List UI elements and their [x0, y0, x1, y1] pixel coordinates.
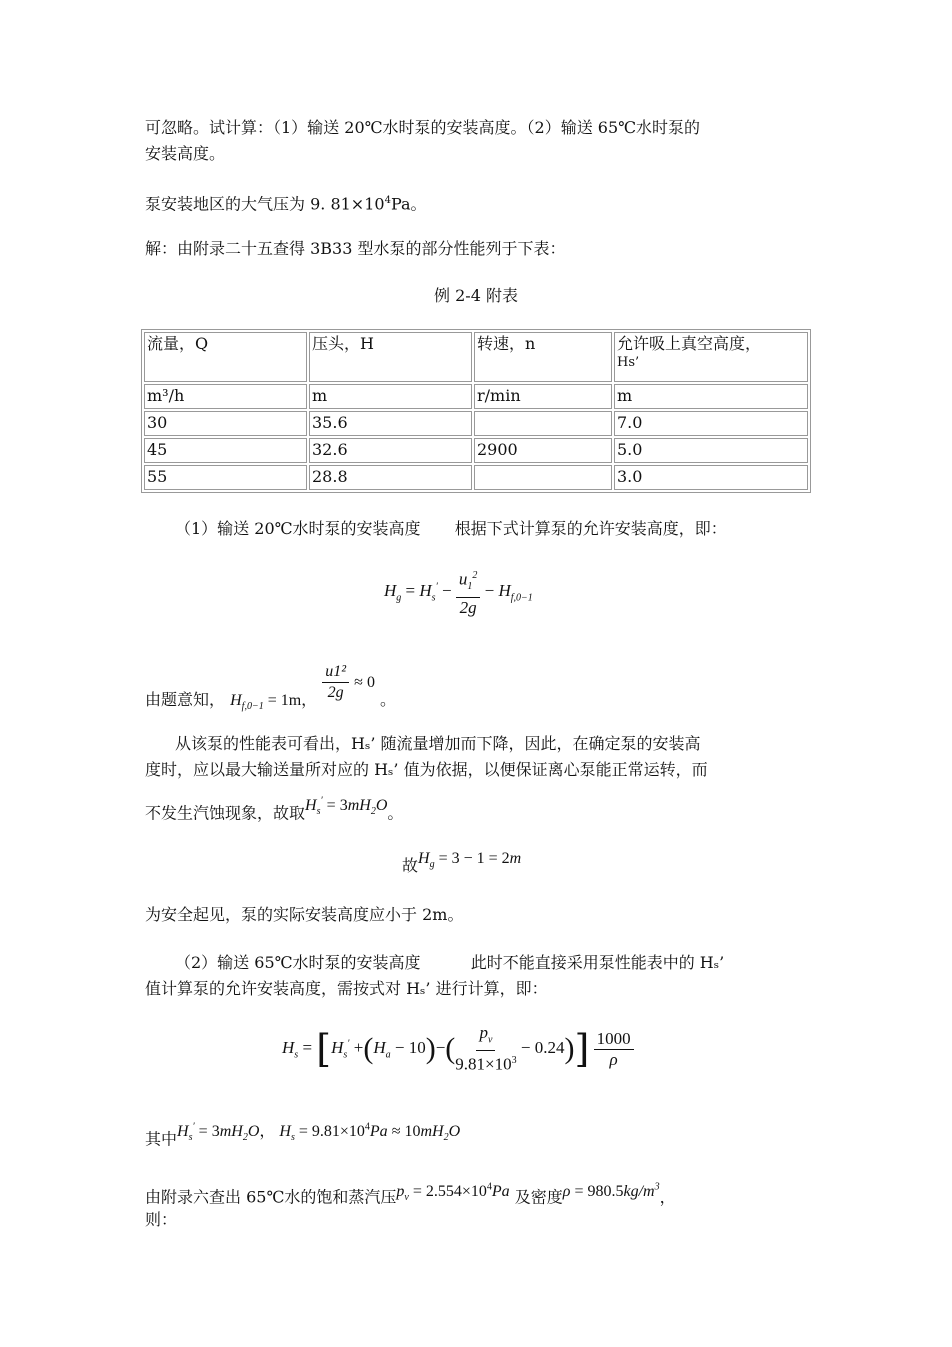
- performance-table: [141, 329, 811, 493]
- table-row: [144, 438, 808, 463]
- text-span: 及密度: [514, 1187, 563, 1207]
- table-cell: 2900: [474, 438, 612, 463]
- paragraph-line: 值计算泵的允许安装高度，需按式对 Hₛ’ 进行计算，即：: [145, 979, 548, 998]
- table-cell: 45: [144, 438, 307, 463]
- table-header-row: [144, 332, 808, 382]
- table-cell: m: [309, 384, 472, 409]
- paragraph-line: 则：: [145, 1210, 178, 1229]
- paragraph-line: [145, 1181, 676, 1218]
- paragraph-line: 可忽略。试计算：（1）输送 20℃水时泵的安装高度。（2）输送 65℃水时泵的: [145, 118, 701, 137]
- math-inline: $H_s' = 3mH_2O$: [305, 796, 388, 818]
- math-inline: $\rho = 980.5kg/m^3$: [562, 1182, 660, 1201]
- text-span: 。: [380, 690, 397, 709]
- table-header-cell: 压头，H: [309, 332, 472, 382]
- table-cell: 3.0: [614, 465, 808, 490]
- table-cell: 35.6: [309, 411, 472, 436]
- table-cell: 28.8: [309, 465, 472, 490]
- table-cell: 32.6: [309, 438, 472, 463]
- paragraph-line: 解：由附录二十五查得 3B33 型水泵的部分性能列于下表：: [145, 239, 566, 258]
- table-row: [144, 411, 808, 436]
- table-row: [144, 384, 808, 409]
- table-header-cell: 流量，Q: [144, 332, 307, 382]
- section-title: （1）输送 20℃水时泵的安装高度: [175, 519, 421, 538]
- text-span: 故: [402, 856, 419, 875]
- table-cell: [474, 411, 612, 436]
- table-cell: m: [614, 384, 808, 409]
- math-value: ≈ 0: [354, 674, 375, 691]
- table-cell: r/min: [474, 384, 612, 409]
- header-text: 允许吸上真空高度，: [617, 334, 762, 353]
- paragraph-line: [145, 797, 403, 834]
- table-cell: 5.0: [614, 438, 808, 463]
- math-value: = 1m: [263, 692, 302, 709]
- text-span: 由附录六查出 65℃水的饱和蒸汽压: [145, 1187, 397, 1207]
- math-inline: $p_v = 2.554\times 10^4Pa$: [396, 1182, 510, 1204]
- table-cell: 30: [144, 411, 307, 436]
- paragraph-line: 安装高度。: [145, 144, 226, 163]
- text-span: 不发生汽蚀现象，故取: [145, 803, 306, 823]
- section-text: 此时不能直接采用泵性能表中的 Hₛ’: [470, 953, 725, 972]
- math-subscript: f,0−1: [241, 701, 264, 713]
- paragraph-line: [145, 663, 397, 721]
- text-span: 由题意知，: [145, 690, 226, 709]
- math-symbol: H: [230, 692, 242, 709]
- equation-suction-height: $H_s = [H_s' +(H_a - 10)-$( $\frac{p_v}{9.81\times 10^3}$ − 0.24)] $\frac{1000}{\rho}$: [282, 1023, 634, 1075]
- text-span: ，: [659, 1187, 676, 1207]
- text-span: 。: [387, 803, 404, 823]
- table-header-cell: 转速，n: [474, 332, 612, 382]
- fraction: [322, 662, 349, 703]
- exponent: 4: [384, 195, 391, 206]
- table-cell: [474, 465, 612, 490]
- fraction-numerator: u1²: [322, 662, 349, 683]
- header-text: Hs’: [617, 355, 640, 370]
- equation-install-height: $H_g = H_s'$ − $\frac{u_1^2}{2g}$ − $H_{f,0-1}$: [384, 566, 533, 618]
- text-span: 其中: [145, 1129, 178, 1149]
- paragraph-line: [145, 1123, 460, 1160]
- table-cell: 55: [144, 465, 307, 490]
- paragraph-line: 从该泵的性能表可看出，Hₛ’ 随流量增加而下降，因此，在确定泵的安装高: [175, 734, 701, 753]
- paragraph-line: 度时，应以最大输送量所对应的 Hₛ’ 值为依据，以便保证离心泵能正常运转，而: [145, 760, 708, 779]
- math-inline: $H_g = 3 - 1 = 2m$: [418, 850, 522, 871]
- math-inline: $H_s' = 3mH_2O$， $H_s = 9.81\times 10^4Pa \approx 10mH_2O$: [177, 1122, 461, 1144]
- text-span: 泵安装地区的大气压为 9. 81×10: [145, 194, 385, 214]
- text-span: ，: [301, 690, 318, 709]
- section-title: （2）输送 65℃水时泵的安装高度: [175, 953, 421, 972]
- fraction-denominator: 2g: [327, 684, 344, 701]
- table-cell: 7.0: [614, 411, 808, 436]
- math-inline: [230, 692, 302, 713]
- text-span: Pa。: [390, 194, 427, 214]
- table-cell: m³/h: [144, 384, 307, 409]
- section-heading: [175, 516, 727, 542]
- table-caption: 例 2-4 附表: [434, 286, 518, 305]
- paragraph-line: [145, 188, 427, 217]
- section-heading: [175, 950, 724, 976]
- section-text: 根据下式计算泵的允许安装高度，即：: [454, 519, 727, 538]
- table-row: [144, 465, 808, 490]
- table-header-cell: [614, 332, 808, 382]
- result-line: [402, 850, 522, 886]
- paragraph-line: 为安全起见，泵的实际安装高度应小于 2m。: [145, 905, 464, 924]
